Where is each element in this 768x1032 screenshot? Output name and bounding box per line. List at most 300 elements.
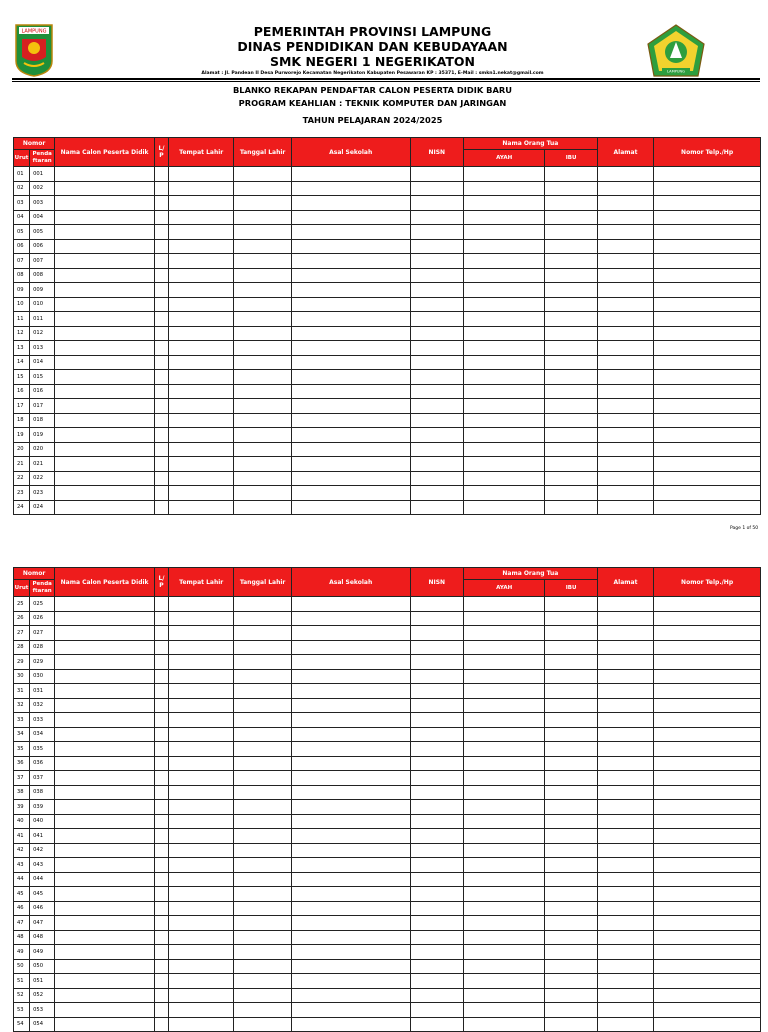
empty-cell[interactable] xyxy=(291,500,410,515)
empty-cell[interactable] xyxy=(55,210,155,225)
empty-cell[interactable] xyxy=(545,181,597,196)
empty-cell[interactable] xyxy=(234,283,291,298)
empty-cell[interactable] xyxy=(169,901,234,916)
empty-cell[interactable] xyxy=(234,167,291,182)
empty-cell[interactable] xyxy=(545,916,597,931)
empty-cell[interactable] xyxy=(463,181,545,196)
empty-cell[interactable] xyxy=(545,858,597,873)
empty-cell[interactable] xyxy=(597,872,653,887)
empty-cell[interactable] xyxy=(154,916,168,931)
empty-cell[interactable] xyxy=(154,326,168,341)
empty-cell[interactable] xyxy=(154,370,168,385)
empty-cell[interactable] xyxy=(169,384,234,399)
empty-cell[interactable] xyxy=(234,597,291,612)
empty-cell[interactable] xyxy=(55,370,155,385)
empty-cell[interactable] xyxy=(291,974,410,989)
empty-cell[interactable] xyxy=(463,341,545,356)
empty-cell[interactable] xyxy=(169,210,234,225)
empty-cell[interactable] xyxy=(410,814,463,829)
empty-cell[interactable] xyxy=(654,742,761,757)
empty-cell[interactable] xyxy=(463,742,545,757)
empty-cell[interactable] xyxy=(597,399,653,414)
empty-cell[interactable] xyxy=(154,727,168,742)
empty-cell[interactable] xyxy=(291,210,410,225)
empty-cell[interactable] xyxy=(169,800,234,815)
empty-cell[interactable] xyxy=(597,974,653,989)
empty-cell[interactable] xyxy=(545,611,597,626)
empty-cell[interactable] xyxy=(55,181,155,196)
empty-cell[interactable] xyxy=(410,370,463,385)
empty-cell[interactable] xyxy=(234,413,291,428)
empty-cell[interactable] xyxy=(154,442,168,457)
empty-cell[interactable] xyxy=(463,500,545,515)
empty-cell[interactable] xyxy=(597,312,653,327)
empty-cell[interactable] xyxy=(463,442,545,457)
empty-cell[interactable] xyxy=(169,370,234,385)
empty-cell[interactable] xyxy=(463,858,545,873)
empty-cell[interactable] xyxy=(291,442,410,457)
empty-cell[interactable] xyxy=(291,471,410,486)
empty-cell[interactable] xyxy=(291,640,410,655)
empty-cell[interactable] xyxy=(154,684,168,699)
empty-cell[interactable] xyxy=(55,872,155,887)
empty-cell[interactable] xyxy=(410,181,463,196)
empty-cell[interactable] xyxy=(463,312,545,327)
empty-cell[interactable] xyxy=(410,858,463,873)
empty-cell[interactable] xyxy=(654,988,761,1003)
empty-cell[interactable] xyxy=(55,442,155,457)
empty-cell[interactable] xyxy=(234,669,291,684)
empty-cell[interactable] xyxy=(410,486,463,501)
empty-cell[interactable] xyxy=(463,945,545,960)
empty-cell[interactable] xyxy=(55,756,155,771)
empty-cell[interactable] xyxy=(154,167,168,182)
empty-cell[interactable] xyxy=(55,698,155,713)
empty-cell[interactable] xyxy=(545,297,597,312)
empty-cell[interactable] xyxy=(463,370,545,385)
empty-cell[interactable] xyxy=(169,727,234,742)
empty-cell[interactable] xyxy=(463,626,545,641)
empty-cell[interactable] xyxy=(169,916,234,931)
empty-cell[interactable] xyxy=(463,384,545,399)
empty-cell[interactable] xyxy=(463,611,545,626)
empty-cell[interactable] xyxy=(545,1003,597,1018)
empty-cell[interactable] xyxy=(545,742,597,757)
empty-cell[interactable] xyxy=(55,771,155,786)
empty-cell[interactable] xyxy=(169,945,234,960)
empty-cell[interactable] xyxy=(654,626,761,641)
empty-cell[interactable] xyxy=(597,442,653,457)
empty-cell[interactable] xyxy=(597,887,653,902)
empty-cell[interactable] xyxy=(597,597,653,612)
empty-cell[interactable] xyxy=(169,239,234,254)
empty-cell[interactable] xyxy=(291,785,410,800)
empty-cell[interactable] xyxy=(597,988,653,1003)
empty-cell[interactable] xyxy=(234,225,291,240)
empty-cell[interactable] xyxy=(154,428,168,443)
empty-cell[interactable] xyxy=(291,355,410,370)
empty-cell[interactable] xyxy=(545,428,597,443)
empty-cell[interactable] xyxy=(154,500,168,515)
empty-cell[interactable] xyxy=(654,843,761,858)
empty-cell[interactable] xyxy=(169,843,234,858)
empty-cell[interactable] xyxy=(234,355,291,370)
empty-cell[interactable] xyxy=(410,669,463,684)
empty-cell[interactable] xyxy=(154,239,168,254)
empty-cell[interactable] xyxy=(545,988,597,1003)
empty-cell[interactable] xyxy=(169,626,234,641)
empty-cell[interactable] xyxy=(291,756,410,771)
empty-cell[interactable] xyxy=(154,486,168,501)
empty-cell[interactable] xyxy=(410,355,463,370)
empty-cell[interactable] xyxy=(597,785,653,800)
empty-cell[interactable] xyxy=(154,283,168,298)
empty-cell[interactable] xyxy=(597,196,653,211)
empty-cell[interactable] xyxy=(234,297,291,312)
empty-cell[interactable] xyxy=(55,742,155,757)
empty-cell[interactable] xyxy=(654,471,761,486)
empty-cell[interactable] xyxy=(154,1017,168,1032)
empty-cell[interactable] xyxy=(597,500,653,515)
empty-cell[interactable] xyxy=(154,399,168,414)
empty-cell[interactable] xyxy=(169,974,234,989)
empty-cell[interactable] xyxy=(154,597,168,612)
empty-cell[interactable] xyxy=(169,698,234,713)
empty-cell[interactable] xyxy=(291,1017,410,1032)
empty-cell[interactable] xyxy=(55,326,155,341)
empty-cell[interactable] xyxy=(410,384,463,399)
empty-cell[interactable] xyxy=(410,326,463,341)
empty-cell[interactable] xyxy=(410,655,463,670)
empty-cell[interactable] xyxy=(169,684,234,699)
empty-cell[interactable] xyxy=(410,611,463,626)
empty-cell[interactable] xyxy=(463,225,545,240)
empty-cell[interactable] xyxy=(597,297,653,312)
empty-cell[interactable] xyxy=(463,167,545,182)
empty-cell[interactable] xyxy=(154,858,168,873)
empty-cell[interactable] xyxy=(597,669,653,684)
empty-cell[interactable] xyxy=(154,872,168,887)
empty-cell[interactable] xyxy=(410,713,463,728)
empty-cell[interactable] xyxy=(597,486,653,501)
empty-cell[interactable] xyxy=(234,684,291,699)
empty-cell[interactable] xyxy=(654,974,761,989)
empty-cell[interactable] xyxy=(169,814,234,829)
empty-cell[interactable] xyxy=(463,297,545,312)
empty-cell[interactable] xyxy=(234,399,291,414)
empty-cell[interactable] xyxy=(234,785,291,800)
empty-cell[interactable] xyxy=(154,785,168,800)
empty-cell[interactable] xyxy=(169,297,234,312)
empty-cell[interactable] xyxy=(545,669,597,684)
empty-cell[interactable] xyxy=(154,1003,168,1018)
empty-cell[interactable] xyxy=(410,930,463,945)
empty-cell[interactable] xyxy=(654,814,761,829)
empty-cell[interactable] xyxy=(55,611,155,626)
empty-cell[interactable] xyxy=(410,597,463,612)
empty-cell[interactable] xyxy=(154,655,168,670)
empty-cell[interactable] xyxy=(291,872,410,887)
empty-cell[interactable] xyxy=(410,684,463,699)
empty-cell[interactable] xyxy=(463,814,545,829)
empty-cell[interactable] xyxy=(169,326,234,341)
empty-cell[interactable] xyxy=(463,486,545,501)
empty-cell[interactable] xyxy=(410,742,463,757)
empty-cell[interactable] xyxy=(463,901,545,916)
empty-cell[interactable] xyxy=(654,785,761,800)
empty-cell[interactable] xyxy=(169,167,234,182)
empty-cell[interactable] xyxy=(597,959,653,974)
empty-cell[interactable] xyxy=(410,959,463,974)
empty-cell[interactable] xyxy=(234,640,291,655)
empty-cell[interactable] xyxy=(410,626,463,641)
empty-cell[interactable] xyxy=(410,442,463,457)
empty-cell[interactable] xyxy=(234,901,291,916)
empty-cell[interactable] xyxy=(169,312,234,327)
empty-cell[interactable] xyxy=(234,872,291,887)
empty-cell[interactable] xyxy=(169,181,234,196)
empty-cell[interactable] xyxy=(654,196,761,211)
empty-cell[interactable] xyxy=(463,471,545,486)
empty-cell[interactable] xyxy=(55,640,155,655)
empty-cell[interactable] xyxy=(291,843,410,858)
empty-cell[interactable] xyxy=(154,471,168,486)
empty-cell[interactable] xyxy=(169,669,234,684)
empty-cell[interactable] xyxy=(463,872,545,887)
empty-cell[interactable] xyxy=(291,611,410,626)
empty-cell[interactable] xyxy=(654,297,761,312)
empty-cell[interactable] xyxy=(410,413,463,428)
empty-cell[interactable] xyxy=(597,713,653,728)
empty-cell[interactable] xyxy=(154,384,168,399)
empty-cell[interactable] xyxy=(463,1017,545,1032)
empty-cell[interactable] xyxy=(410,341,463,356)
empty-cell[interactable] xyxy=(463,283,545,298)
empty-cell[interactable] xyxy=(654,254,761,269)
empty-cell[interactable] xyxy=(169,872,234,887)
empty-cell[interactable] xyxy=(169,428,234,443)
empty-cell[interactable] xyxy=(545,384,597,399)
empty-cell[interactable] xyxy=(169,1017,234,1032)
empty-cell[interactable] xyxy=(597,626,653,641)
empty-cell[interactable] xyxy=(545,486,597,501)
empty-cell[interactable] xyxy=(654,611,761,626)
empty-cell[interactable] xyxy=(234,974,291,989)
empty-cell[interactable] xyxy=(154,181,168,196)
empty-cell[interactable] xyxy=(55,399,155,414)
empty-cell[interactable] xyxy=(154,457,168,472)
empty-cell[interactable] xyxy=(654,756,761,771)
empty-cell[interactable] xyxy=(55,901,155,916)
empty-cell[interactable] xyxy=(597,413,653,428)
empty-cell[interactable] xyxy=(169,785,234,800)
empty-cell[interactable] xyxy=(55,283,155,298)
empty-cell[interactable] xyxy=(291,901,410,916)
empty-cell[interactable] xyxy=(169,713,234,728)
empty-cell[interactable] xyxy=(291,930,410,945)
empty-cell[interactable] xyxy=(597,640,653,655)
empty-cell[interactable] xyxy=(597,181,653,196)
empty-cell[interactable] xyxy=(410,283,463,298)
empty-cell[interactable] xyxy=(654,698,761,713)
empty-cell[interactable] xyxy=(597,283,653,298)
empty-cell[interactable] xyxy=(291,742,410,757)
empty-cell[interactable] xyxy=(234,858,291,873)
empty-cell[interactable] xyxy=(55,945,155,960)
empty-cell[interactable] xyxy=(169,225,234,240)
empty-cell[interactable] xyxy=(291,916,410,931)
empty-cell[interactable] xyxy=(545,800,597,815)
empty-cell[interactable] xyxy=(154,413,168,428)
empty-cell[interactable] xyxy=(545,225,597,240)
empty-cell[interactable] xyxy=(654,945,761,960)
empty-cell[interactable] xyxy=(654,239,761,254)
empty-cell[interactable] xyxy=(545,413,597,428)
empty-cell[interactable] xyxy=(410,785,463,800)
empty-cell[interactable] xyxy=(410,500,463,515)
empty-cell[interactable] xyxy=(291,626,410,641)
empty-cell[interactable] xyxy=(55,785,155,800)
empty-cell[interactable] xyxy=(597,901,653,916)
empty-cell[interactable] xyxy=(654,486,761,501)
empty-cell[interactable] xyxy=(291,727,410,742)
empty-cell[interactable] xyxy=(234,930,291,945)
empty-cell[interactable] xyxy=(154,756,168,771)
empty-cell[interactable] xyxy=(463,413,545,428)
empty-cell[interactable] xyxy=(597,370,653,385)
empty-cell[interactable] xyxy=(154,887,168,902)
empty-cell[interactable] xyxy=(463,428,545,443)
empty-cell[interactable] xyxy=(410,872,463,887)
empty-cell[interactable] xyxy=(545,698,597,713)
empty-cell[interactable] xyxy=(410,756,463,771)
empty-cell[interactable] xyxy=(291,713,410,728)
empty-cell[interactable] xyxy=(291,684,410,699)
empty-cell[interactable] xyxy=(55,930,155,945)
empty-cell[interactable] xyxy=(154,312,168,327)
empty-cell[interactable] xyxy=(463,843,545,858)
empty-cell[interactable] xyxy=(654,457,761,472)
empty-cell[interactable] xyxy=(234,742,291,757)
empty-cell[interactable] xyxy=(154,626,168,641)
empty-cell[interactable] xyxy=(545,626,597,641)
empty-cell[interactable] xyxy=(234,916,291,931)
empty-cell[interactable] xyxy=(463,756,545,771)
empty-cell[interactable] xyxy=(169,413,234,428)
empty-cell[interactable] xyxy=(654,399,761,414)
empty-cell[interactable] xyxy=(234,181,291,196)
empty-cell[interactable] xyxy=(597,611,653,626)
empty-cell[interactable] xyxy=(169,457,234,472)
empty-cell[interactable] xyxy=(463,698,545,713)
empty-cell[interactable] xyxy=(291,457,410,472)
empty-cell[interactable] xyxy=(169,829,234,844)
empty-cell[interactable] xyxy=(169,254,234,269)
empty-cell[interactable] xyxy=(234,829,291,844)
empty-cell[interactable] xyxy=(410,727,463,742)
empty-cell[interactable] xyxy=(234,384,291,399)
empty-cell[interactable] xyxy=(169,268,234,283)
empty-cell[interactable] xyxy=(597,471,653,486)
empty-cell[interactable] xyxy=(654,326,761,341)
empty-cell[interactable] xyxy=(55,916,155,931)
empty-cell[interactable] xyxy=(545,210,597,225)
empty-cell[interactable] xyxy=(234,698,291,713)
empty-cell[interactable] xyxy=(410,945,463,960)
empty-cell[interactable] xyxy=(597,326,653,341)
empty-cell[interactable] xyxy=(234,756,291,771)
empty-cell[interactable] xyxy=(291,428,410,443)
empty-cell[interactable] xyxy=(234,457,291,472)
empty-cell[interactable] xyxy=(291,239,410,254)
empty-cell[interactable] xyxy=(234,800,291,815)
empty-cell[interactable] xyxy=(410,457,463,472)
empty-cell[interactable] xyxy=(597,843,653,858)
empty-cell[interactable] xyxy=(169,988,234,1003)
empty-cell[interactable] xyxy=(234,239,291,254)
empty-cell[interactable] xyxy=(291,597,410,612)
empty-cell[interactable] xyxy=(154,988,168,1003)
empty-cell[interactable] xyxy=(169,341,234,356)
empty-cell[interactable] xyxy=(463,196,545,211)
empty-cell[interactable] xyxy=(654,930,761,945)
empty-cell[interactable] xyxy=(545,843,597,858)
empty-cell[interactable] xyxy=(545,326,597,341)
empty-cell[interactable] xyxy=(545,442,597,457)
empty-cell[interactable] xyxy=(169,858,234,873)
empty-cell[interactable] xyxy=(463,669,545,684)
empty-cell[interactable] xyxy=(597,756,653,771)
empty-cell[interactable] xyxy=(410,312,463,327)
empty-cell[interactable] xyxy=(55,239,155,254)
empty-cell[interactable] xyxy=(463,785,545,800)
empty-cell[interactable] xyxy=(654,312,761,327)
empty-cell[interactable] xyxy=(291,959,410,974)
empty-cell[interactable] xyxy=(463,800,545,815)
empty-cell[interactable] xyxy=(410,843,463,858)
empty-cell[interactable] xyxy=(545,655,597,670)
empty-cell[interactable] xyxy=(291,413,410,428)
empty-cell[interactable] xyxy=(410,698,463,713)
empty-cell[interactable] xyxy=(463,727,545,742)
empty-cell[interactable] xyxy=(291,167,410,182)
empty-cell[interactable] xyxy=(291,698,410,713)
empty-cell[interactable] xyxy=(234,1003,291,1018)
empty-cell[interactable] xyxy=(55,341,155,356)
empty-cell[interactable] xyxy=(545,640,597,655)
empty-cell[interactable] xyxy=(169,1003,234,1018)
empty-cell[interactable] xyxy=(410,297,463,312)
empty-cell[interactable] xyxy=(463,684,545,699)
empty-cell[interactable] xyxy=(55,225,155,240)
empty-cell[interactable] xyxy=(55,167,155,182)
empty-cell[interactable] xyxy=(545,283,597,298)
empty-cell[interactable] xyxy=(154,669,168,684)
empty-cell[interactable] xyxy=(545,684,597,699)
empty-cell[interactable] xyxy=(234,771,291,786)
empty-cell[interactable] xyxy=(545,887,597,902)
empty-cell[interactable] xyxy=(654,428,761,443)
empty-cell[interactable] xyxy=(154,974,168,989)
empty-cell[interactable] xyxy=(234,312,291,327)
empty-cell[interactable] xyxy=(597,771,653,786)
empty-cell[interactable] xyxy=(154,268,168,283)
empty-cell[interactable] xyxy=(291,669,410,684)
empty-cell[interactable] xyxy=(654,727,761,742)
empty-cell[interactable] xyxy=(410,254,463,269)
empty-cell[interactable] xyxy=(154,297,168,312)
empty-cell[interactable] xyxy=(234,843,291,858)
